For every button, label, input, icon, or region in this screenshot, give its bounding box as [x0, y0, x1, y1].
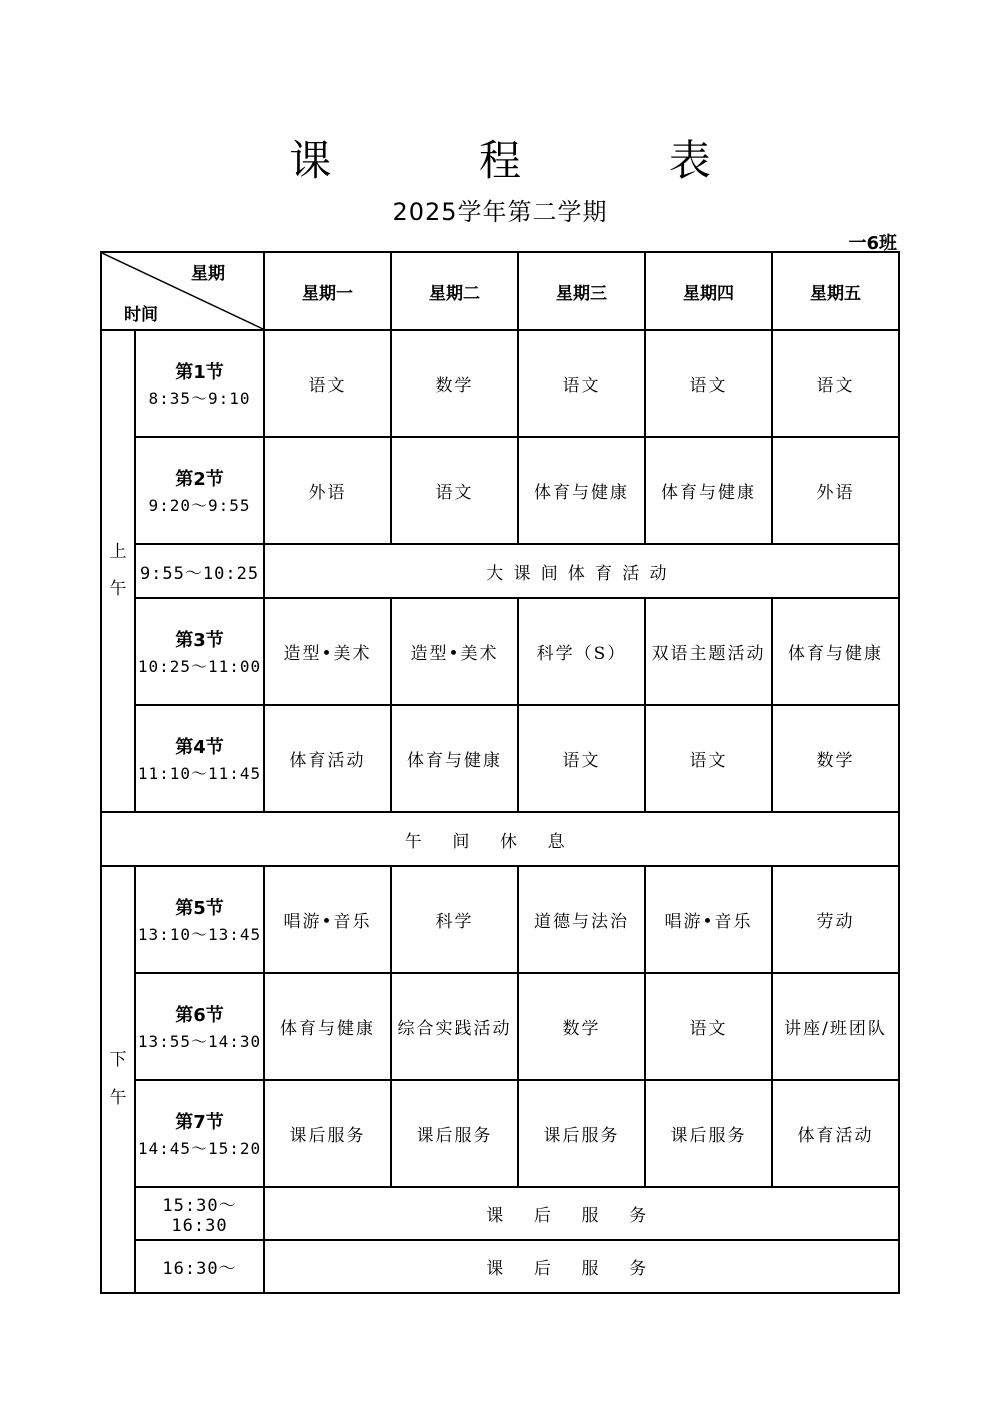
period-name: 第7节	[175, 1112, 224, 1133]
course-cell: 体育活动	[264, 705, 391, 812]
course-cell: 语文	[772, 330, 899, 437]
course-cell: 体育与健康	[264, 973, 391, 1080]
course-cell: 外语	[772, 437, 899, 544]
period-row	[101, 866, 899, 973]
course-cell: 课后服务	[518, 1080, 645, 1187]
period-cell	[135, 866, 264, 973]
corner-day-label: 星期	[191, 264, 225, 284]
after-school-service: 课后服务	[264, 1240, 899, 1293]
course-cell: 体育与健康	[518, 437, 645, 544]
course-cell: 数学	[391, 330, 518, 437]
period-row	[101, 330, 899, 437]
day-header: 星期一	[264, 252, 391, 330]
course-cell: 数学	[772, 705, 899, 812]
period-time: 11:10～11:45	[137, 764, 262, 783]
period-time: 13:55～14:30	[137, 1032, 262, 1051]
course-cell: 语文	[264, 330, 391, 437]
period-time: 13:10～13:45	[137, 925, 262, 944]
course-cell: 外语	[264, 437, 391, 544]
course-cell: 课后服务	[645, 1080, 772, 1187]
course-cell: 科学	[391, 866, 518, 973]
after-school-time: 15:30～16:30	[135, 1187, 264, 1240]
period-time: 14:45～15:20	[137, 1139, 262, 1158]
noon-row	[101, 812, 899, 866]
course-cell: 课后服务	[391, 1080, 518, 1187]
period-row	[101, 1080, 899, 1187]
break-activity: 大课间体育活动	[264, 544, 899, 598]
afternoon-label: 下 午	[101, 866, 135, 1293]
class-name: 一6班	[848, 233, 897, 254]
course-cell: 唱游•音乐	[264, 866, 391, 973]
period-row	[101, 973, 899, 1080]
course-cell: 体育与健康	[391, 705, 518, 812]
course-cell: 语文	[645, 705, 772, 812]
course-cell: 造型•美术	[264, 598, 391, 705]
course-cell: 讲座/班团队	[772, 973, 899, 1080]
course-cell: 语文	[518, 705, 645, 812]
page-title: 课 程 表	[289, 136, 778, 185]
semester-subtitle: 2025学年第二学期	[392, 198, 608, 226]
period-name: 第4节	[175, 737, 224, 758]
course-cell: 语文	[518, 330, 645, 437]
period-cell	[135, 973, 264, 1080]
period-cell	[135, 330, 264, 437]
course-cell: 双语主题活动	[645, 598, 772, 705]
course-cell: 道德与法治	[518, 866, 645, 973]
corner-time-label: 时间	[124, 305, 158, 325]
period-cell	[135, 598, 264, 705]
after-school-service: 课后服务	[264, 1187, 899, 1240]
header-row	[101, 252, 899, 330]
period-time: 10:25～11:00	[137, 657, 262, 676]
period-name: 第1节	[175, 362, 224, 383]
after-school-row	[101, 1240, 899, 1293]
period-row	[101, 705, 899, 812]
day-header: 星期五	[772, 252, 899, 330]
period-cell	[135, 437, 264, 544]
course-cell: 体育活动	[772, 1080, 899, 1187]
course-cell: 唱游•音乐	[645, 866, 772, 973]
after-school-row	[101, 1187, 899, 1240]
period-name: 第5节	[175, 898, 224, 919]
period-row	[101, 437, 899, 544]
course-cell: 科学（S）	[518, 598, 645, 705]
period-cell	[135, 705, 264, 812]
period-time: 8:35～9:10	[148, 389, 251, 408]
course-cell: 课后服务	[264, 1080, 391, 1187]
noon-rest: 午间休息	[101, 812, 899, 866]
period-name: 第2节	[175, 469, 224, 490]
course-cell: 语文	[391, 437, 518, 544]
period-name: 第3节	[175, 630, 224, 651]
course-cell: 语文	[645, 973, 772, 1080]
period-cell	[135, 1080, 264, 1187]
day-header: 星期二	[391, 252, 518, 330]
schedule-table	[100, 251, 900, 1294]
morning-label: 上 午	[101, 330, 135, 812]
period-row	[101, 598, 899, 705]
break-row	[101, 544, 899, 598]
course-cell: 劳动	[772, 866, 899, 973]
course-cell: 语文	[645, 330, 772, 437]
period-time: 9:20～9:55	[148, 496, 251, 515]
corner-cell	[101, 252, 264, 330]
course-cell: 造型•美术	[391, 598, 518, 705]
course-cell: 体育与健康	[645, 437, 772, 544]
after-school-time: 16:30～	[135, 1240, 264, 1293]
period-name: 第6节	[175, 1005, 224, 1026]
course-cell: 数学	[518, 973, 645, 1080]
day-header: 星期三	[518, 252, 645, 330]
break-time: 9:55～10:25	[135, 544, 264, 598]
course-cell: 综合实践活动	[391, 973, 518, 1080]
day-header: 星期四	[645, 252, 772, 330]
course-cell: 体育与健康	[772, 598, 899, 705]
